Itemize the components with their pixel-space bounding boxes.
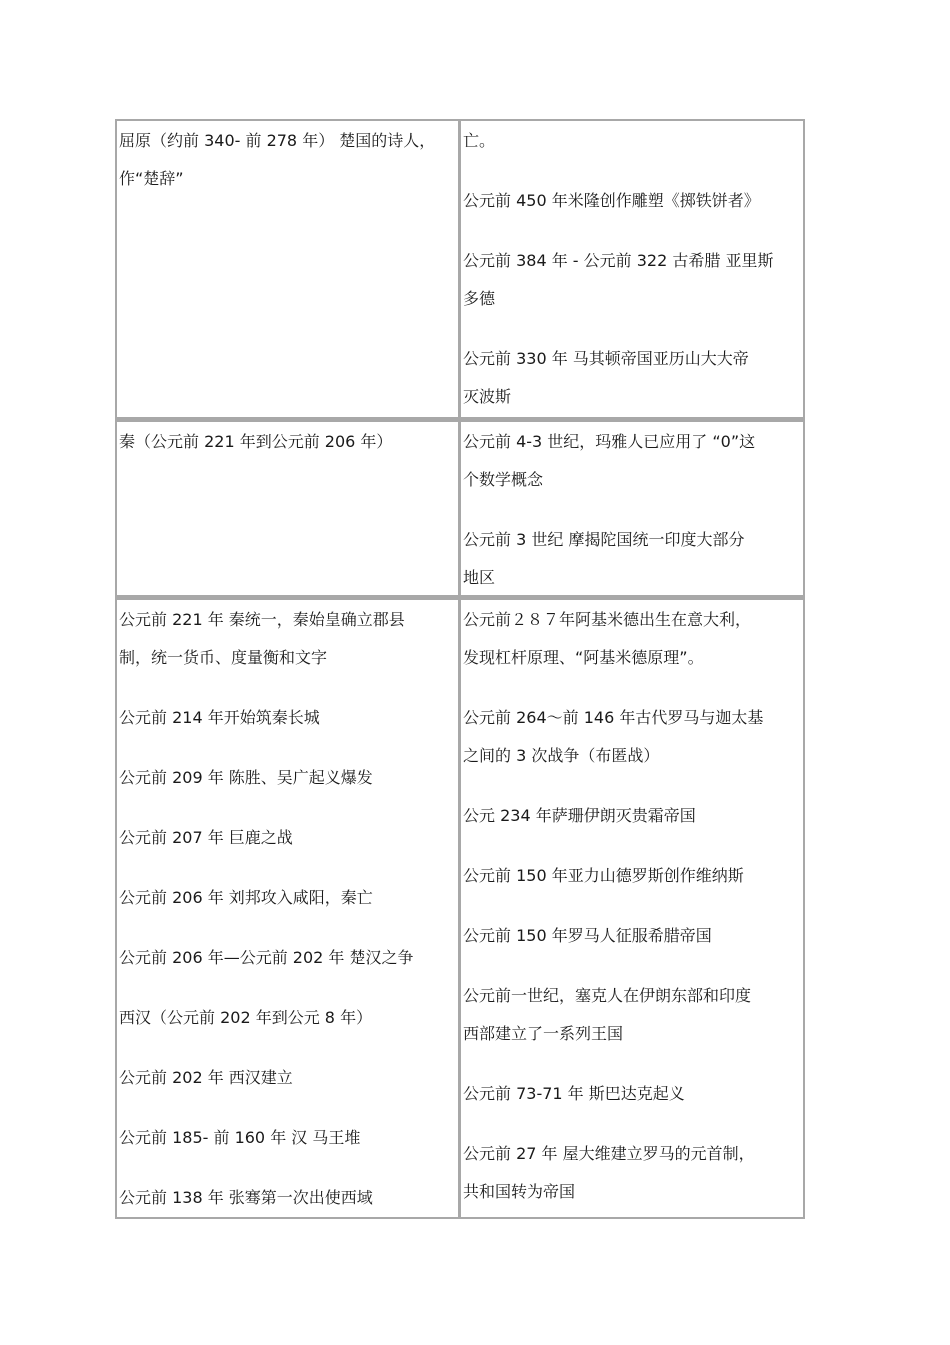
entry-line: 地区 xyxy=(463,568,496,587)
entry-line: 屈原（约前 340- 前 278 年） 楚国的诗人， xyxy=(119,131,436,150)
entry-line: 公元前 150 年罗马人征服希腊帝国 xyxy=(463,926,712,945)
entry xyxy=(463,926,801,946)
entry xyxy=(119,1008,456,1028)
table-cell-china xyxy=(115,597,460,1219)
entry-line: 公元前 450 年米隆创作雕塑《掷铁饼者》 xyxy=(463,191,760,210)
table-row xyxy=(115,597,805,1219)
entry-line: 公元 234 年萨珊伊朗灭贵霜帝国 xyxy=(463,806,696,825)
entry xyxy=(463,708,801,766)
entry xyxy=(463,530,801,588)
entry xyxy=(119,828,456,848)
entry-line: 公元前 138 年 张骞第一次出使西域 xyxy=(119,1188,373,1207)
entry-line: 公元前２８７年阿基米德出生在意大利， xyxy=(463,610,752,629)
entry-line: 公元前 214 年开始筑秦长城 xyxy=(119,708,320,727)
entry-line: 公元前 206 年 刘邦攻入咸阳，秦亡 xyxy=(119,888,373,907)
entry xyxy=(119,131,456,189)
entry-line: 公元前 209 年 陈胜、吴广起义爆发 xyxy=(119,768,373,787)
table-cell-china xyxy=(115,119,460,419)
entry xyxy=(463,349,801,407)
entry xyxy=(463,610,801,668)
entry xyxy=(463,1084,801,1104)
entry-line: 公元前 3 世纪 摩揭陀国统一印度大部分 xyxy=(463,530,745,549)
entry xyxy=(119,1128,456,1148)
entry-line: 多德 xyxy=(463,289,496,308)
entry-line: 西部建立了一系列王国 xyxy=(463,1024,624,1043)
entry xyxy=(119,1188,456,1208)
entry-line: 公元前 185- 前 160 年 汉 马王堆 xyxy=(119,1128,361,1147)
table-cell-world xyxy=(460,119,805,419)
entry xyxy=(119,948,456,968)
entry xyxy=(463,986,801,1044)
entry xyxy=(463,251,801,309)
entry xyxy=(119,432,456,452)
entry-line: 亡。 xyxy=(463,131,496,150)
entry-line: 公元前 384 年 - 公元前 322 古希腊 亚里斯 xyxy=(463,251,774,270)
table-row xyxy=(115,419,805,597)
entry xyxy=(463,866,801,886)
table-cell-world xyxy=(460,597,805,1219)
entry xyxy=(463,191,801,211)
table-cell-china xyxy=(115,419,460,597)
entry-line: 灭波斯 xyxy=(463,387,512,406)
entry xyxy=(119,888,456,908)
entry-line: 西汉（公元前 202 年到公元 8 年） xyxy=(119,1008,373,1027)
entry-line: 发现杠杆原理、“阿基米德原理”。 xyxy=(463,648,704,667)
entry-line: 公元前 27 年 屋大维建立罗马的元首制， xyxy=(463,1144,755,1163)
entry xyxy=(119,1068,456,1088)
entry-line: 公元前 264～前 146 年古代罗马与迦太基 xyxy=(463,708,764,727)
table-cell-world xyxy=(460,419,805,597)
entry xyxy=(119,610,456,668)
entry-line: 共和国转为帝国 xyxy=(463,1182,576,1201)
entry-line: 个数学概念 xyxy=(463,470,544,489)
entry-line: 公元前 221 年 秦统一，秦始皇确立郡县 xyxy=(119,610,405,629)
entry xyxy=(463,806,801,826)
history-timeline-table xyxy=(115,119,805,1219)
entry-line: 制，统一货币、度量衡和文字 xyxy=(119,648,328,667)
entry-line: 公元前 4-3 世纪，玛雅人已应用了 “0”这 xyxy=(463,432,756,451)
entry xyxy=(119,768,456,788)
entry-line: 秦（公元前 221 年到公元前 206 年） xyxy=(119,432,393,451)
entry-line: 公元前 330 年 马其顿帝国亚历山大大帝 xyxy=(463,349,749,368)
entry xyxy=(463,432,801,490)
entry-line: 公元前 206 年—公元前 202 年 楚汉之争 xyxy=(119,948,414,967)
entry-line: 作“楚辞” xyxy=(119,169,184,188)
entry-line: 公元前 202 年 西汉建立 xyxy=(119,1068,293,1087)
entry-line: 公元前 150 年亚力山德罗斯创作维纳斯 xyxy=(463,866,744,885)
entry xyxy=(463,1144,801,1202)
entry-line: 之间的 3 次战争（布匿战） xyxy=(463,746,660,765)
table-row xyxy=(115,119,805,419)
entry xyxy=(119,708,456,728)
entry-line: 公元前一世纪，塞克人在伊朗东部和印度 xyxy=(463,986,752,1005)
entry-line: 公元前 73-71 年 斯巴达克起义 xyxy=(463,1084,685,1103)
entry xyxy=(463,131,801,151)
entry-line: 公元前 207 年 巨鹿之战 xyxy=(119,828,293,847)
